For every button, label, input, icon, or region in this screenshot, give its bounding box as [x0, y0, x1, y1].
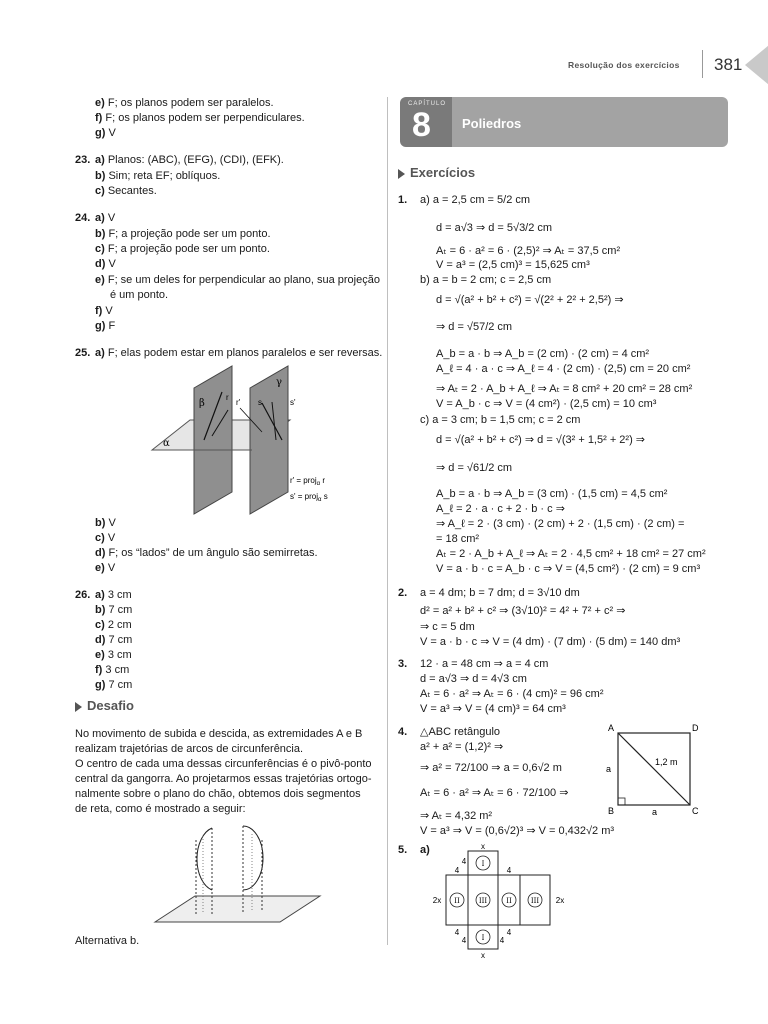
answer-line: f) V [95, 305, 113, 317]
label-D: D [692, 723, 699, 733]
answer-line: e) F; os planos podem ser paralelos. [95, 97, 274, 109]
math-line: V = a³ = (2,5 cm)³ = 15,625 cm³ [436, 259, 590, 271]
math-line: = 18 cm² [436, 533, 480, 545]
paragraph-line: nalmente sobre o plano do chão, obtemos dois segmentos [75, 788, 361, 800]
math-line: Aₜ = 6 · a² ⇒ Aₜ = 6 · (4 cm)² = 96 cm² [420, 688, 604, 700]
paragraph-line: de reta, como é mostrado a seguir: [75, 803, 246, 815]
label-bottom-a: a [652, 807, 658, 817]
section-title-exercicios: Exercícios [398, 166, 475, 180]
math-line: a = 4 dm; b = 7 dm; d = 3√10 dm [420, 587, 580, 599]
math-line: V = a³ ⇒ V = (4 cm)³ = 64 cm³ [420, 703, 566, 715]
paragraph-line: O centro de cada uma dessas circunferências é o pivô-ponto [75, 758, 372, 770]
label-side-a: a [606, 764, 612, 774]
math-line: d = √(a² + b² + c²) = √(2² + 2² + 2,5²) ⇒ [436, 294, 624, 306]
question-number: 1. [398, 194, 408, 206]
label-s: s [258, 398, 262, 407]
math-line: △ABC retângulo [420, 726, 501, 738]
math-line: ⇒ d = √57/2 cm [436, 321, 513, 333]
net-face-II: II [454, 897, 460, 905]
label-r: r [226, 393, 229, 402]
answer-line: g) F [95, 320, 116, 332]
answer-line: a) V [95, 212, 116, 224]
math-line: Aₜ = 2 · A_b + A_ℓ ⇒ Aₜ = 2 · 4,5 cm² + 18 cm² = 27 cm² [436, 548, 706, 560]
answer-line: a) F; elas podem estar em planos paralelos e ser reversas. [95, 347, 383, 359]
question-number: 26. [75, 589, 91, 601]
net-dim-4: 4 [499, 936, 505, 945]
answer-line: Alternativa b. [75, 935, 140, 947]
paragraph-line: central da gangorra. Ao projetarmos essas trajetórias ortogo- [75, 773, 372, 785]
answer-line: g) 7 cm [95, 679, 133, 691]
math-line: d = a√3 ⇒ d = 5√3/2 cm [436, 222, 553, 234]
answer-line: g) V [95, 127, 116, 139]
answer-line: c) V [95, 532, 116, 544]
answer-line: é um ponto. [110, 289, 169, 301]
math-line: A_b = a · b ⇒ A_b = (3 cm) · (1,5 cm) = 4,5 cm² [436, 488, 668, 500]
math-line: 12 · a = 48 cm ⇒ a = 4 cm [420, 658, 549, 670]
math-line: Aₜ = 6 · a² ⇒ Aₜ = 6 · 72/100 ⇒ [420, 787, 569, 799]
math-line: a) a = 2,5 cm = 5/2 cm [420, 194, 531, 206]
math-line: ⇒ A_ℓ = 2 · (3 cm) · (2 cm) + 2 · (1,5 cm) · (2 cm) = [436, 518, 685, 530]
label-diagonal: 1,2 m [655, 757, 678, 767]
item-label: a) [420, 844, 430, 856]
math-line: ⇒ Aₜ = 2 · A_b + A_ℓ ⇒ Aₜ = 8 cm² + 20 cm² = 28 cm² [436, 383, 693, 395]
math-line: A_b = a · b ⇒ A_b = (2 cm) · (2 cm) = 4 cm² [436, 348, 650, 360]
paragraph-line: No movimento de subida e descida, as extremidades A e B [75, 728, 363, 740]
chapter-number: 8 [412, 106, 431, 144]
question-number: 24. [75, 212, 91, 224]
net-dim-4: 4 [461, 857, 467, 866]
net-face-III: III [530, 897, 540, 905]
net-face-III: III [478, 897, 488, 905]
section-title-desafio: Desafio [75, 699, 134, 713]
answer-line: e) F; se um deles for perpendicular ao plano, sua projeção [95, 274, 380, 286]
math-line: d = √(a² + b² + c²) ⇒ d = √(3² + 1,5² + 2²) ⇒ [436, 434, 646, 446]
net-dim-4: 4 [454, 928, 460, 937]
answer-line: b) V [95, 517, 116, 529]
net-face-I: I [481, 934, 485, 942]
answer-line: d) F; os “lados” de um ângulo são semirretas. [95, 547, 318, 559]
math-line: V = A_b · c ⇒ V = (4 cm²) · (2,5 cm) = 10 cm³ [436, 398, 657, 410]
running-header: Resolução dos exercícios [568, 60, 680, 70]
label-beta: β [199, 398, 205, 409]
label-C: C [692, 806, 699, 816]
question-number: 2. [398, 587, 408, 599]
chapter-title: Poliedros [462, 116, 522, 131]
net-face-I: I [481, 860, 485, 868]
net-dim-x: x [481, 951, 485, 960]
math-line: A_ℓ = 4 · a · c ⇒ A_ℓ = 4 · (2 cm) · (2,5) cm = 20 cm² [436, 363, 691, 375]
label-B: B [608, 806, 615, 816]
net-dim-2x: 2x [432, 896, 442, 905]
math-line: A_ℓ = 2 · a · c + 2 · b · c ⇒ [436, 503, 565, 515]
math-line: b) a = b = 2 cm; c = 2,5 cm [420, 274, 552, 286]
math-line: Aₜ = 6 · a² = 6 · (2,5)² ⇒ Aₜ = 37,5 cm² [436, 245, 621, 257]
question-number: 25. [75, 347, 91, 359]
paragraph-line: realizam trajetórias de arcos de circunferência. [75, 743, 304, 755]
label-A: A [608, 723, 615, 733]
question-number: 3. [398, 658, 408, 670]
math-line: c) a = 3 cm; b = 1,5 cm; c = 2 cm [420, 414, 581, 426]
answer-line: d) V [95, 258, 116, 270]
answer-line: d) 7 cm [95, 634, 133, 646]
label-s-prime: s' [290, 398, 296, 407]
answer-line: c) Secantes. [95, 185, 157, 197]
math-line: ⇒ a² = 72/100 ⇒ a = 0,6√2 m [420, 762, 562, 774]
math-line: ⇒ Aₜ = 4,32 m² [420, 810, 493, 822]
math-line: d = a√3 ⇒ d = 4√3 cm [420, 673, 527, 685]
answer-line: f) 3 cm [95, 664, 130, 676]
answer-line: e) 3 cm [95, 649, 132, 661]
net-dim-4: 4 [461, 936, 467, 945]
question-number: 5. [398, 844, 408, 856]
math-line: ⇒ c = 5 dm [420, 621, 475, 633]
net-dim-4: 4 [506, 866, 512, 875]
math-line: V = a · b · c = A_b · c ⇒ V = (4,5 cm²) · (2 cm) = 9 cm³ [436, 563, 701, 575]
math-line: V = a · b · c ⇒ V = (4 dm) · (7 dm) · (5 dm) = 140 dm³ [420, 636, 681, 648]
label-gamma: γ [276, 377, 282, 388]
net-dim-2x: 2x [555, 896, 565, 905]
answer-line: c) F; a projeção pode ser um ponto. [95, 243, 270, 255]
net-dim-4: 4 [506, 928, 512, 937]
answer-line: b) F; a projeção pode ser um ponto. [95, 228, 271, 240]
answer-line: f) F; os planos podem ser perpendiculares. [95, 112, 305, 124]
answer-line: e) V [95, 562, 116, 574]
legend-s: s' = proj$_\alpha$ s [290, 492, 328, 503]
math-line: ⇒ d = √61/2 cm [436, 462, 513, 474]
math-line: V = a³ ⇒ V = (0,6√2)³ ⇒ V = 0,432√2 m³ [420, 825, 615, 837]
math-line: d² = a² + b² + c² ⇒ (3√10)² = 4² + 7² + c² ⇒ [420, 605, 626, 617]
net-face-II: II [506, 897, 512, 905]
answer-line: b) 7 cm [95, 604, 133, 616]
answer-line: c) 2 cm [95, 619, 132, 631]
answer-line: a) 3 cm [95, 589, 132, 601]
answer-line: b) Sim; reta EF; oblíquos. [95, 170, 221, 182]
question-number: 23. [75, 154, 91, 166]
page-number: 381 [714, 55, 743, 74]
net-dim-4: 4 [454, 866, 460, 875]
math-line: a² + a² = (1,2)² ⇒ [420, 741, 504, 753]
answer-line: a) Planos: (ABC), (EFG), (CDI), (EFK). [95, 154, 284, 166]
chapter-label: CAPÍTULO [408, 101, 447, 107]
net-dim-x: x [481, 842, 485, 851]
question-number: 4. [398, 726, 408, 738]
legend-r: r' = proj$_\alpha$ r [290, 476, 326, 487]
label-r-prime: r' [236, 398, 241, 407]
label-alpha: α [163, 438, 170, 449]
